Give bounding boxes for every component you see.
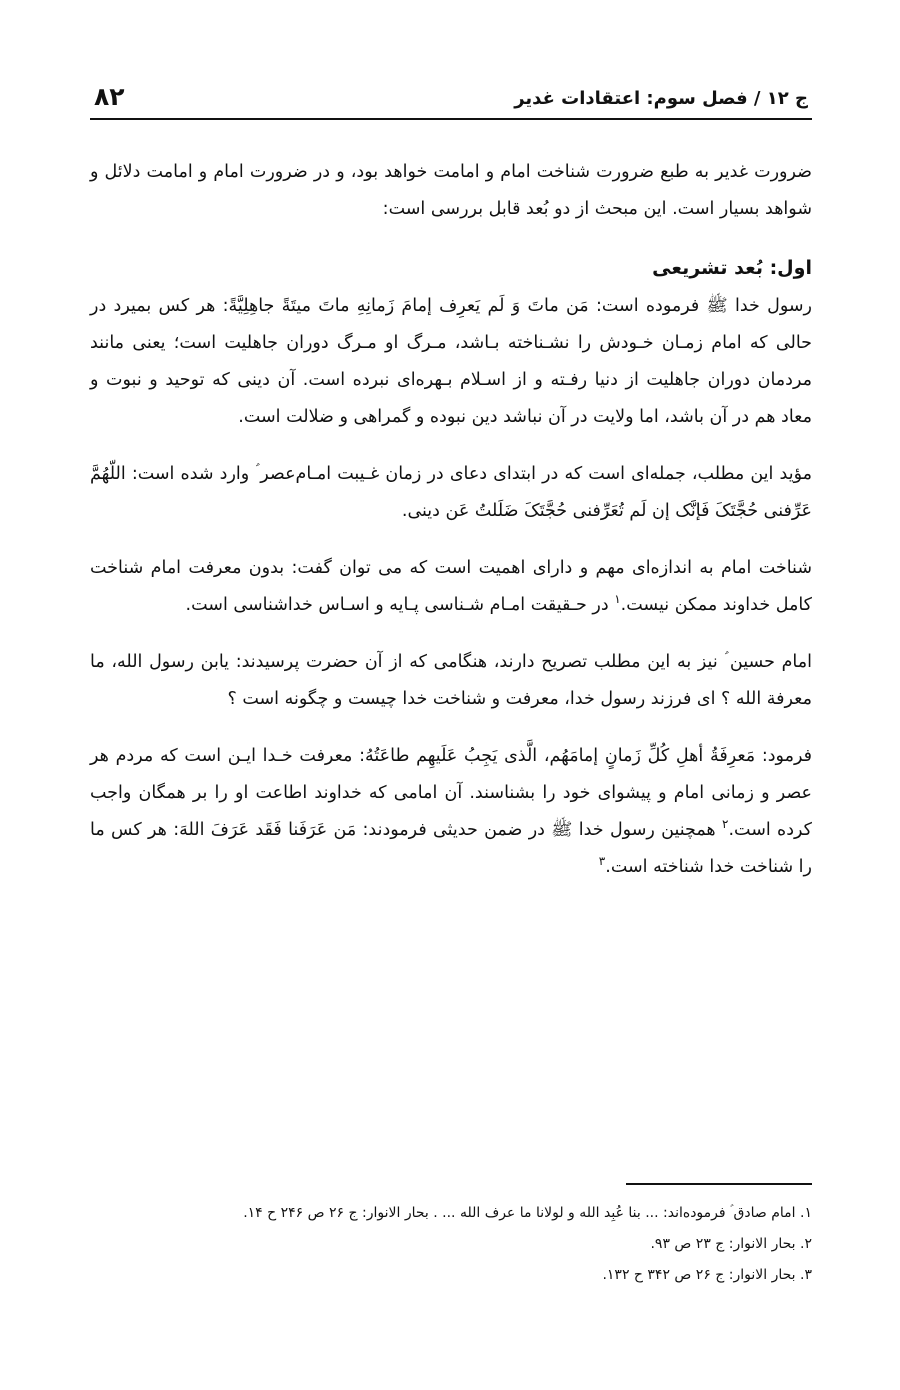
footnote-ref-1[interactable]: ۱ (614, 592, 621, 607)
paragraph-hadith-prophet: رسول خدا ﷺ فرموده است: مَن ماتَ وَ لَم یَعرِف إمامَ زَمانِهِ ماتَ میتَةً جاهِلِیَّةً: هر کس بمیرد در حالی که امام زمـان خـودش را نشـناخته بـاشد، مـرگ او مـرگ دوران جاهلیت است؛ یعنی مانند مردمان دوران جاهلیت از دنیا رفـته و از اسـلام بـهره‌ای نبرده است. آن دینی که توحید و نبوت و معاد هم در آن باشد، اما ولایت در آن نباشد دین نبوده و گمراهی و ضلالت است. (90, 296, 812, 427)
footnote-divider (626, 1183, 812, 1185)
page-header (90, 68, 812, 120)
paragraph-imam-husayn: امام حسین ؑ نیز به این مطلب تصریح دارند، هنگامی که از آن حضرت پرسیدند: یابن رسول الله، ما معرفة الله ؟ ای فرزند رسول خدا، معرفت و شناخت خدا چیست و چگونه است ؟ (90, 652, 812, 709)
paragraph-answer (90, 738, 812, 886)
paragraph-answer-text: فرمود: مَعرِفَةُ أهلِ کُلِّ زَمانٍ إمامَهُم، الَّذی یَجِبُ عَلَیهِم طاعَتُهُ: معرفت خـدا ایـن است که مردم هر عصر و زمانی امام و پیشوای خود را بشناسند. آن امامی که خداوند اطاعت او را بر همگان واجب کرده است. (90, 746, 812, 840)
footnote-2: ۲. بحار الانوار: ج ۲۳ ص ۹۳. (650, 1236, 812, 1252)
footnote-3: ۳. بحار الانوار: ج ۲۶ ص ۳۴۲ ح ۱۳۲. (602, 1267, 812, 1283)
footnote-1: ۱. امام صادق ؑ فرموده‌اند: ... بنا عُبِد الله و لولانا ما عرف الله ... . بحار الانوار: ج ۲۶ ص ۲۴۶ ح ۱۴. (243, 1205, 812, 1221)
footnote-ref-2[interactable]: ۲ (722, 817, 729, 832)
paragraph-intro: ضرورت غدیر به طبع ضرورت شناخت امام و امامت خواهد بود، و در ضرورت امام و امامت دلائل و شواهد بسیار است. این مبحث از دو بُعد قابل بررسی است: (90, 162, 812, 219)
section-heading: اول: بُعد تشریعی (652, 257, 812, 279)
paragraph-imam-knowledge-tail: در حـقیقت امـام‌ شـناسی پـایه و اسـاس خداشناسی است. (185, 595, 615, 615)
paragraph-imam-knowledge-text: شناخت امام به اندازه‌ای مهم و دارای اهمیت است که می توان گفت: بدون معرفت امام شناخت کامل خداوند ممکن نیست. (90, 558, 812, 615)
running-head: ج ۱۲ / فصل سوم: اعتقادات غدیر (514, 88, 808, 109)
paragraph-imam-knowledge (90, 550, 812, 624)
page-number: ۸۲ (94, 82, 125, 111)
page-content (90, 68, 812, 886)
paragraph-supplication: مؤید این مطلب، جمله‌ای است که در ابتدای دعای در زمان غـیبت امـام‌عصر ؑ وارد شده است: اللّهُمَّ عَرِّفنی حُجَّتَکَ فَإنَّک إن لَم تُعَرِّفنی حُجَّتَکَ ضَلَلتُ عَن دینی. (90, 464, 812, 521)
paragraph-answer-mid: همچنین رسول خدا ﷺ در ضمن حدیثی فرمودند: مَن عَرَفَنا فَقَد عَرَفَ اللهَ: هر کس ما را شناخت خدا شناخته است. (90, 820, 812, 877)
footnotes (90, 1198, 812, 1291)
footnote-ref-3[interactable]: ۳ (598, 854, 606, 869)
